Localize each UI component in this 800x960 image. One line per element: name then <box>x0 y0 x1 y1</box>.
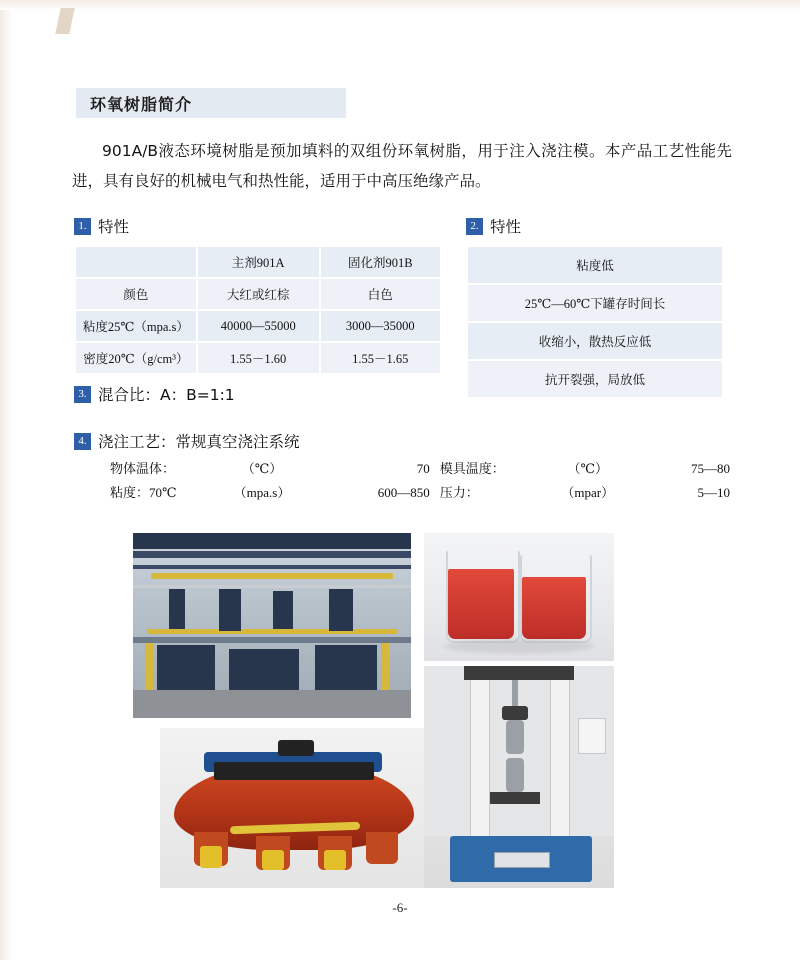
beaker-right-glass <box>520 555 592 643</box>
param-value-viscosity: 600—850 <box>377 485 430 500</box>
page-title: 环氧树脂简介 <box>90 94 193 114</box>
feature-cell: 收缩小，散热反应低 <box>467 322 723 360</box>
section-header-2 <box>466 215 521 237</box>
coil-leg <box>366 832 398 864</box>
factory-rail <box>133 637 411 643</box>
table-cell-header-0 <box>75 246 197 278</box>
table-row <box>467 360 723 398</box>
param-unit-body-temp: （℃） <box>241 461 283 476</box>
coil-yellow-connector <box>324 850 346 870</box>
factory-ceiling <box>133 533 411 549</box>
param-value-pressure: 5—10 <box>697 485 730 500</box>
factory-machine <box>315 645 377 693</box>
table-row <box>467 284 723 322</box>
coil-yellow-connector <box>262 850 284 870</box>
intro-text: 901A/B液态环境树脂是预加填料的双组份环氧树脂，用于注入浇注模。本产品工艺性能先进，具有良好的机械电气和热性能，适用于中高压绝缘产品。 <box>72 142 732 190</box>
table-cell-value: 40000—55000 <box>197 310 320 342</box>
param-label-body-temp: 物体温体： <box>110 461 176 476</box>
factory-machine <box>229 649 299 693</box>
table-row <box>75 278 441 310</box>
section-heading-banner <box>76 88 346 118</box>
section-number-1: 1. <box>74 218 91 235</box>
table-cell-label: 密度20℃（g/cm³） <box>75 342 197 374</box>
coil-terminal-block <box>278 740 314 756</box>
universal-testing-machine-photo <box>424 666 614 888</box>
tester-display <box>494 852 550 868</box>
table-cell-label: 颜色 <box>75 278 197 310</box>
factory-beam <box>133 551 411 558</box>
section-number-4: 4. <box>74 433 91 450</box>
param-unit-mold-temp: （℃） <box>567 461 609 476</box>
table-row-header <box>75 246 441 278</box>
factory-yellow-post <box>381 643 389 693</box>
section-title-2: 特性 <box>490 218 522 236</box>
table-cell-value: 3000—35000 <box>320 310 441 342</box>
param-value-mold-temp: 75—80 <box>690 461 730 476</box>
param-unit-pressure: （mpar） <box>561 485 615 500</box>
tester-table <box>490 792 540 804</box>
tester-control-panel <box>578 718 606 754</box>
tester-column-left <box>470 672 490 850</box>
param-value-body-temp: 70 <box>416 461 430 476</box>
factory-floor <box>133 690 411 718</box>
factory-equipment <box>219 589 241 631</box>
tester-load-cell <box>502 706 528 720</box>
factory-equipment <box>169 589 185 629</box>
param-label-mold-temp: 模具温度： <box>439 461 505 476</box>
feature-cell: 抗开裂强，局放低 <box>467 360 723 398</box>
tester-upper-rod <box>512 680 518 706</box>
table-cell-header-1: 主剂901A <box>197 246 320 278</box>
beakers-shadow <box>444 639 594 653</box>
tester-column-right <box>550 672 570 850</box>
process-parameter-row <box>110 482 730 506</box>
param-label-pressure: 压力： <box>439 485 479 500</box>
table-cell-label: 粘度25℃（mpa.s） <box>75 310 197 342</box>
section-number-2: 2. <box>466 218 483 235</box>
factory-equipment <box>329 589 353 631</box>
factory-yellow-rail <box>147 629 397 634</box>
process-parameter-row <box>110 458 730 482</box>
tester-crosshead <box>464 666 574 680</box>
intro-paragraph <box>72 136 732 196</box>
section-header-4 <box>74 430 300 452</box>
red-epoxy-transformer-coil-photo <box>160 728 428 888</box>
table-row <box>467 246 723 284</box>
table-cell-value: 大红或红棕 <box>197 278 320 310</box>
section-title-4: 浇注工艺：常规真空浇注系统 <box>98 433 300 451</box>
factory-yellow-post <box>145 643 153 693</box>
factory-equipment <box>273 591 293 629</box>
section-header-1 <box>74 215 129 237</box>
coil-yellow-connector <box>200 846 222 868</box>
table-row <box>467 322 723 360</box>
process-parameters <box>110 458 730 506</box>
table-cell-value: 1.55－1.65 <box>320 342 441 374</box>
factory-machine <box>157 645 215 693</box>
feature-cell: 25℃—60℃下罐存时间长 <box>467 284 723 322</box>
table-row <box>75 310 441 342</box>
coil-black-plate <box>214 762 374 780</box>
features-table <box>466 245 724 399</box>
table-row <box>75 342 441 374</box>
param-unit-viscosity: （mpa.s） <box>233 485 291 500</box>
factory-pipe <box>133 585 411 588</box>
table-cell-value: 1.55－1.60 <box>197 342 320 374</box>
table-cell-value: 白色 <box>320 278 441 310</box>
section-header-3 <box>74 383 235 405</box>
page-footer <box>0 900 800 916</box>
tester-lower-grip <box>506 758 524 792</box>
factory-beam <box>133 565 411 569</box>
factory-yellow-rail <box>151 573 393 579</box>
section-title-3: 混合比：A：B=1:1 <box>98 386 235 404</box>
page-number: -6- <box>392 900 408 915</box>
section-title-1: 特性 <box>98 218 130 236</box>
table-cell-header-2: 固化剂901B <box>320 246 441 278</box>
factory-production-line-photo <box>133 533 411 718</box>
tester-upper-grip <box>506 720 524 754</box>
beaker-left-glass <box>446 551 520 643</box>
param-label-viscosity: 粘度：70℃ <box>110 485 177 500</box>
red-resin-beakers-photo <box>424 533 614 661</box>
section-number-3: 3. <box>74 386 91 403</box>
properties-table <box>74 245 442 375</box>
feature-cell: 粘度低 <box>467 246 723 284</box>
